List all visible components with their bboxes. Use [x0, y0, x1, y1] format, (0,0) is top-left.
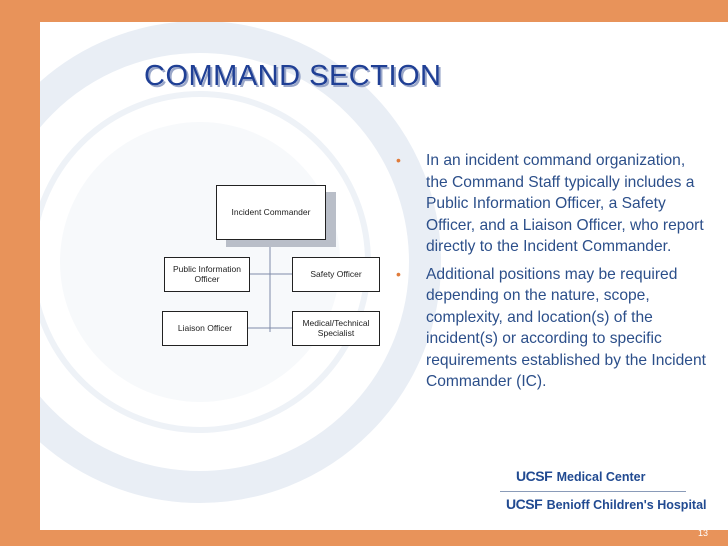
logo-sf: SF — [525, 496, 543, 512]
bullet-item — [388, 264, 710, 393]
logo-uc: UC — [516, 468, 536, 484]
medical-technical-specialist-box — [292, 311, 380, 346]
incident-commander-label: Incident Commander — [231, 206, 311, 217]
incident-commander-box — [216, 185, 326, 240]
medical-label-line2: Specialist — [317, 327, 355, 338]
bullet-text: Additional positions may be required depending on the nature, scope, complexity, and location(s) of the incident(s) or according to specific requirements established by the Incident Commander (IC). — [426, 265, 706, 390]
safety-officer-label: Safety Officer — [310, 268, 362, 279]
slide-title: COMMAND SECTION — [144, 60, 442, 92]
bottom-frame-bar — [0, 530, 728, 546]
slide-canvas — [40, 22, 728, 530]
ucsf-medical-center-logo — [516, 468, 646, 486]
logo-childrens-text: Benioff Children's Hospital — [546, 498, 707, 512]
top-frame-bar — [0, 0, 728, 22]
bullet-item — [388, 150, 710, 258]
page-number: 13 — [697, 528, 708, 538]
medical-label-line1: Medical/Technical — [302, 317, 370, 328]
logo-uc: UC — [506, 496, 526, 512]
left-frame-bar — [0, 22, 40, 546]
liaison-officer-label: Liaison Officer — [177, 322, 233, 333]
bullet-dot-icon: • — [396, 152, 401, 168]
bullet-dot-icon: • — [396, 265, 401, 282]
safety-officer-box — [292, 257, 380, 292]
logo-sf: SF — [535, 468, 553, 484]
public-info-label-line2: Officer — [194, 273, 220, 284]
logo-medical-center-text: Medical Center — [556, 470, 646, 484]
ucsf-benioff-childrens-logo — [506, 496, 707, 514]
logo-divider — [500, 491, 686, 492]
bullet-text: In an incident command organization, the Command Staff typically includes a Public Information Officer, a Safety Officer, and a Liaison Officer, who report directly to the Incident Commander. — [426, 152, 704, 255]
bullet-list — [388, 150, 710, 399]
liaison-officer-box — [162, 311, 248, 346]
public-info-label-line1: Public Information — [172, 263, 242, 274]
public-information-officer-box — [164, 257, 250, 292]
